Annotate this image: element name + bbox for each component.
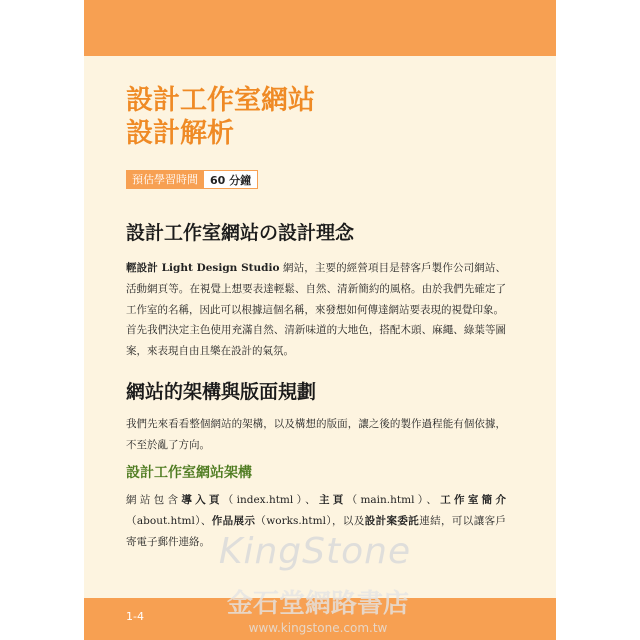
watermark-store-name: 金石堂網路書店 <box>226 589 410 619</box>
paragraph-text: 網站包含 <box>126 494 182 506</box>
chapter-title <box>126 84 315 150</box>
chapter-title-line-1: 設計工作室網站 <box>126 85 315 116</box>
page-name-about: 工作室簡介 <box>440 494 506 506</box>
header-band <box>84 0 556 56</box>
chapter-title-line-2: 設計解析 <box>126 118 234 149</box>
page-number: 1-4 <box>126 610 144 623</box>
paragraph-text: （index.html）、 <box>222 494 319 506</box>
paragraph-text: （works.html），以及 <box>255 515 365 527</box>
paragraph-site-pages <box>126 490 506 553</box>
paragraph-text: （about.html）、 <box>126 515 212 527</box>
studio-name: 輕設計 Light Design Studio <box>126 262 280 274</box>
study-time-box <box>126 170 258 189</box>
sub-heading-site-architecture: 設計工作室網站架構 <box>126 465 252 481</box>
section-heading-site-structure: 網站的架構與版面規劃 <box>126 381 317 403</box>
study-time-value: 60 分鐘 <box>204 170 258 189</box>
section-heading-design-concept: 設計工作室網站の設計理念 <box>126 222 355 244</box>
page-name-index: 導入頁 <box>181 494 223 506</box>
page-name-works: 作品展示 <box>211 515 256 527</box>
watermark-url: www.kingstone.com.tw <box>248 621 388 635</box>
paragraph-studio-intro <box>126 258 506 321</box>
page-name-main: 主頁 <box>318 494 347 506</box>
footer-band <box>84 598 556 640</box>
paragraph-text: 連結，可以讓客戶寄電子郵件連絡。 <box>126 515 507 548</box>
paragraph-structure-intro: 我們先來看看整個網站的架構，以及構想的版面，讓之後的製作過程能有個依據，不至於亂了方向。 <box>126 418 506 451</box>
paragraph-color-choice: 首先我們決定主色使用充滿自然、清新味道的大地色，搭配木頭、麻繩、綠葉等圖案，來表現自由且樂在設計的氣氛。 <box>126 324 506 357</box>
book-page <box>84 0 556 640</box>
paragraph-text: （main.html）、 <box>346 494 441 506</box>
study-time-label: 預估學習時間 <box>126 170 204 189</box>
paragraph-text: 網站，主要的經營項目是替客戶製作公司網站、活動網頁等。在視覺上想要表達輕鬆、自然、清新簡約的風格。由於我們先確定了工作室的名稱，因此可以根據這個名稱，來發想如何傳達網站要表現的視覺印象。 <box>126 262 506 316</box>
watermark-brand: KingStone <box>218 531 412 572</box>
page-name-commission: 設計案委託 <box>364 515 420 527</box>
